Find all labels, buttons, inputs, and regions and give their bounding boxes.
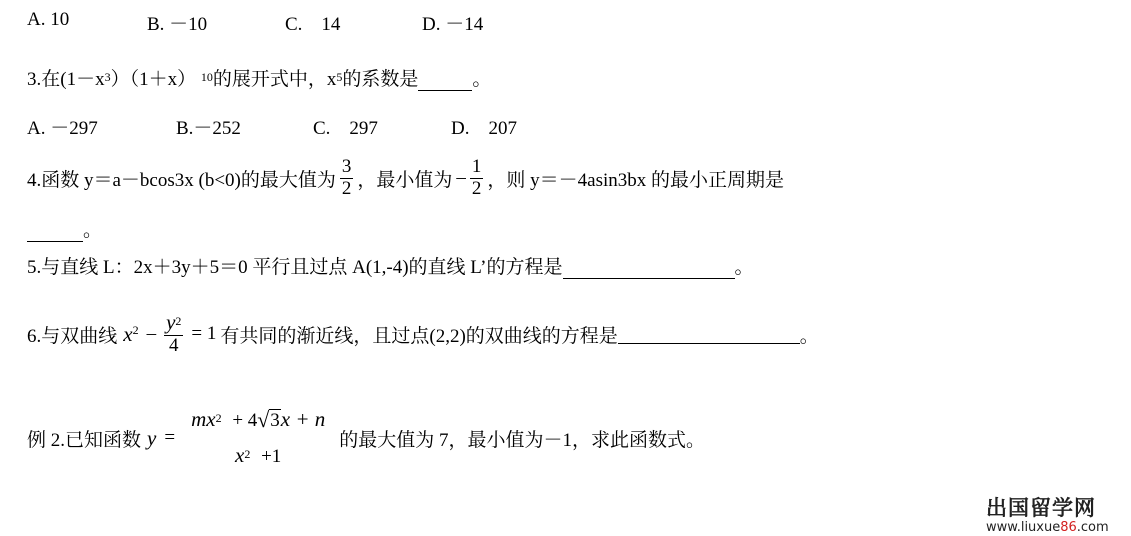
q3-sup-5: 5 bbox=[336, 70, 343, 84]
q4-answer-blank bbox=[27, 223, 83, 242]
logo-url-suffix: .com bbox=[1076, 520, 1109, 535]
q4-frac2-num: 1 bbox=[471, 155, 482, 177]
logo-url-red: 86 bbox=[1060, 520, 1077, 535]
ex2-y: y bbox=[147, 425, 157, 450]
q6-x: x bbox=[123, 321, 133, 346]
q6-eq: = 1 bbox=[191, 323, 217, 344]
q5-text: 5.与直线 L：2x＋3y＋5＝0 平行且过点 A(1,-4)的直线 L’的方程是 bbox=[27, 257, 563, 278]
q2-option-b: B. －10 bbox=[147, 14, 208, 35]
ex2-fraction bbox=[189, 408, 327, 468]
q6-x-sup: 2 bbox=[132, 322, 139, 337]
q3-answer-blank bbox=[418, 72, 472, 91]
ex2-den-x: x bbox=[235, 443, 245, 467]
q6-end: 。 bbox=[799, 325, 819, 347]
question-6 bbox=[27, 300, 819, 368]
q3-text1: 的展开式中，x bbox=[212, 69, 337, 90]
q6-frac-num bbox=[164, 311, 183, 335]
ex2-prefix: 例 2.已知函数 bbox=[27, 429, 142, 451]
site-watermark-logo bbox=[986, 492, 1109, 535]
q3-option-c: C. 297 bbox=[313, 118, 378, 139]
q4-text3: ，则 y＝－4asin3bx 的最小正周期是 bbox=[487, 169, 785, 191]
q4-text2: ，最小值为 bbox=[357, 169, 453, 191]
ex2-den-rest: +1 bbox=[261, 446, 282, 467]
q4-answer-line bbox=[27, 215, 102, 242]
ex2-num-rest: x + n bbox=[280, 407, 326, 432]
logo-name: 出国留学网 bbox=[986, 496, 1096, 520]
question-3 bbox=[27, 64, 491, 91]
q6-answer-blank bbox=[618, 325, 800, 344]
q3-text2: 的系数是 bbox=[342, 69, 419, 90]
q3-end: 。 bbox=[472, 69, 492, 90]
ex2-num-plus4: + 4 bbox=[232, 410, 258, 432]
q6-fraction bbox=[164, 311, 183, 357]
q3-option-b: B.－252 bbox=[176, 118, 241, 139]
q6-text: 有共同的渐近线，且过点(2,2)的双曲线的方程是 bbox=[220, 325, 618, 347]
ex2-sqrt bbox=[257, 407, 281, 433]
question-4 bbox=[27, 148, 784, 208]
ex2-radical-sign: √ bbox=[257, 407, 270, 433]
q2-option-a: A. 10 bbox=[27, 9, 70, 30]
q3-option-d: D. 207 bbox=[451, 118, 517, 139]
ex2-denominator bbox=[233, 438, 283, 468]
q6-frac-y-sup: 2 bbox=[175, 314, 182, 329]
q2-option-d: D. －14 bbox=[422, 14, 484, 35]
ex2-num-sup: 2 bbox=[215, 411, 222, 426]
q4-frac1-num: 3 bbox=[341, 155, 352, 177]
q6-prefix: 6.与双曲线 bbox=[27, 325, 118, 347]
ex2-den-sup: 2 bbox=[244, 447, 251, 461]
q4-minus: – bbox=[456, 167, 466, 188]
example-2 bbox=[27, 398, 705, 478]
q4-fraction-max bbox=[340, 157, 354, 200]
question-5 bbox=[27, 252, 754, 279]
q4-end: 。 bbox=[83, 220, 103, 241]
q6-frac-y: y bbox=[166, 310, 176, 335]
q4-frac1-den: 2 bbox=[341, 177, 352, 199]
ex2-num-mx: mx bbox=[191, 407, 216, 432]
q6-frac-den: 4 bbox=[169, 335, 179, 356]
q3-sup-10: 10 bbox=[200, 70, 213, 84]
q4-text1: 4.函数 y＝a－bcos3x (b<0)的最大值为 bbox=[27, 169, 336, 191]
ex2-eq: = bbox=[164, 427, 176, 448]
q2-option-c: C. 14 bbox=[285, 14, 341, 35]
q5-answer-blank bbox=[563, 260, 735, 279]
q3-mid: ）（1＋x） bbox=[110, 69, 197, 90]
q3-option-a: A. －297 bbox=[27, 118, 98, 139]
q5-end: 。 bbox=[734, 257, 754, 278]
ex2-sqrt-content: 3 bbox=[270, 410, 280, 432]
ex2-numerator bbox=[189, 408, 327, 438]
logo-url bbox=[986, 520, 1109, 535]
ex2-text: 的最大值为 7，最小值为－1，求此函数式。 bbox=[339, 429, 706, 451]
logo-url-prefix: www.liuxue bbox=[986, 520, 1061, 535]
q6-minus: – bbox=[146, 323, 157, 344]
q3-sup-3: 3 bbox=[104, 70, 111, 84]
q3-prefix: 3.在(1－x bbox=[27, 69, 105, 90]
q4-frac2-den: 2 bbox=[471, 177, 482, 199]
q4-fraction-min bbox=[470, 157, 484, 200]
